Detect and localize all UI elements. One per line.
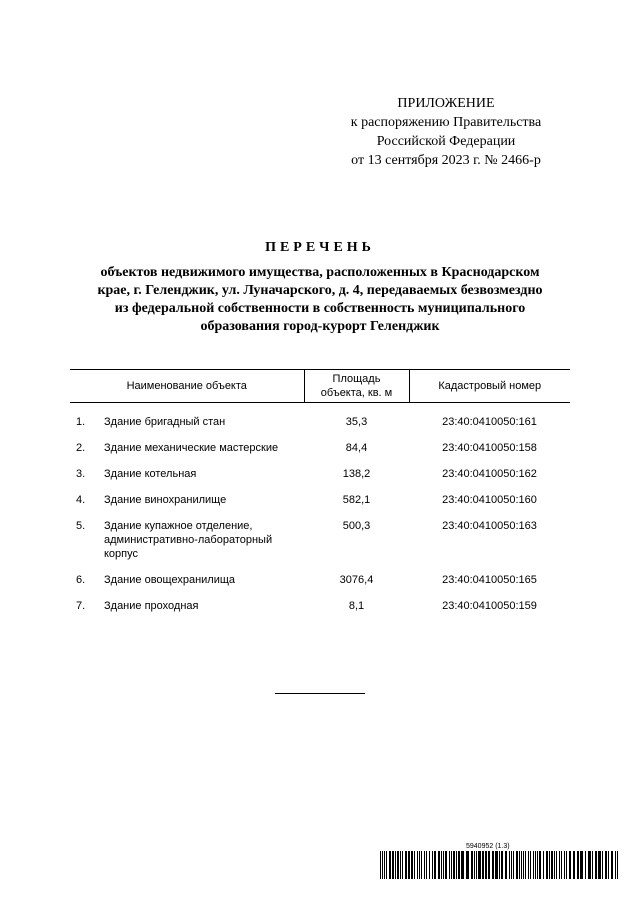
document-subtitle bbox=[70, 264, 570, 336]
header-area: Площадь объекта, кв. м bbox=[304, 370, 409, 403]
row-number: 2. bbox=[76, 442, 86, 454]
appendix-government: Российской Федерации bbox=[376, 134, 516, 149]
appendix-reference: к распоряжению Правительства bbox=[350, 115, 542, 130]
row-number: 1. bbox=[76, 416, 86, 428]
document-title: ПЕРЕЧЕНЬ bbox=[265, 240, 375, 255]
row-cadastral: 23:40:0410050:160 bbox=[442, 494, 537, 506]
table-row bbox=[70, 403, 570, 433]
table-header-row bbox=[70, 370, 570, 403]
row-name: Здание овощехранилища bbox=[104, 574, 236, 586]
row-cadastral: 23:40:0410050:161 bbox=[442, 416, 537, 428]
row-name: Здание винохранилище bbox=[104, 494, 227, 506]
header-cadastral: Кадастровый номер bbox=[409, 370, 570, 403]
appendix-title: ПРИЛОЖЕНИЕ bbox=[397, 96, 495, 111]
row-area: 138,2 bbox=[342, 468, 371, 480]
row-cadastral: 23:40:0410050:162 bbox=[442, 468, 537, 480]
table-row bbox=[70, 458, 570, 484]
appendix-date-number: от 13 сентября 2023 г. № 2466-р bbox=[351, 153, 541, 168]
row-cadastral: 23:40:0410050:159 bbox=[442, 600, 537, 612]
row-area: 582,1 bbox=[342, 494, 371, 506]
row-name: Здание проходная bbox=[104, 600, 199, 612]
row-name: Здание котельная bbox=[104, 468, 197, 480]
row-cadastral: 23:40:0410050:158 bbox=[442, 442, 537, 454]
row-number: 6. bbox=[76, 574, 86, 586]
row-cadastral: 23:40:0410050:163 bbox=[442, 520, 537, 532]
appendix-header bbox=[330, 94, 562, 170]
property-table bbox=[70, 369, 570, 616]
table-row bbox=[70, 590, 570, 616]
table-row bbox=[70, 510, 570, 564]
barcode-image bbox=[380, 851, 620, 879]
row-area: 3076,4 bbox=[339, 574, 374, 586]
closing-divider bbox=[275, 693, 365, 694]
row-area: 35,3 bbox=[345, 416, 368, 428]
subtitle-line-4: образования город-курорт Геленджик bbox=[200, 319, 440, 334]
row-area: 8,1 bbox=[348, 600, 365, 612]
row-number: 4. bbox=[76, 494, 86, 506]
row-cadastral: 23:40:0410050:165 bbox=[442, 574, 537, 586]
table-row bbox=[70, 484, 570, 510]
subtitle-line-1: объектов недвижимого имущества, расположенных в Краснодарском bbox=[100, 265, 540, 280]
header-name: Наименование объекта bbox=[70, 370, 304, 403]
row-area: 500,3 bbox=[342, 520, 371, 532]
row-area: 84,4 bbox=[345, 442, 368, 454]
table-row bbox=[70, 564, 570, 590]
barcode-label: 5940952 (1.3) bbox=[466, 843, 510, 850]
row-name: Здание купажное отделение, административно-лабораторный корпус bbox=[104, 520, 273, 560]
row-name: Здание бригадный стан bbox=[104, 416, 226, 428]
row-number: 7. bbox=[76, 600, 86, 612]
row-name: Здание механические мастерские bbox=[104, 442, 279, 454]
row-number: 5. bbox=[76, 520, 86, 532]
table-row bbox=[70, 432, 570, 458]
subtitle-line-2: крае, г. Геленджик, ул. Луначарского, д. 4, передаваемых безвозмездно bbox=[97, 283, 543, 298]
subtitle-line-3: из федеральной собственности в собственность муниципального bbox=[114, 301, 526, 316]
row-number: 3. bbox=[76, 468, 86, 480]
